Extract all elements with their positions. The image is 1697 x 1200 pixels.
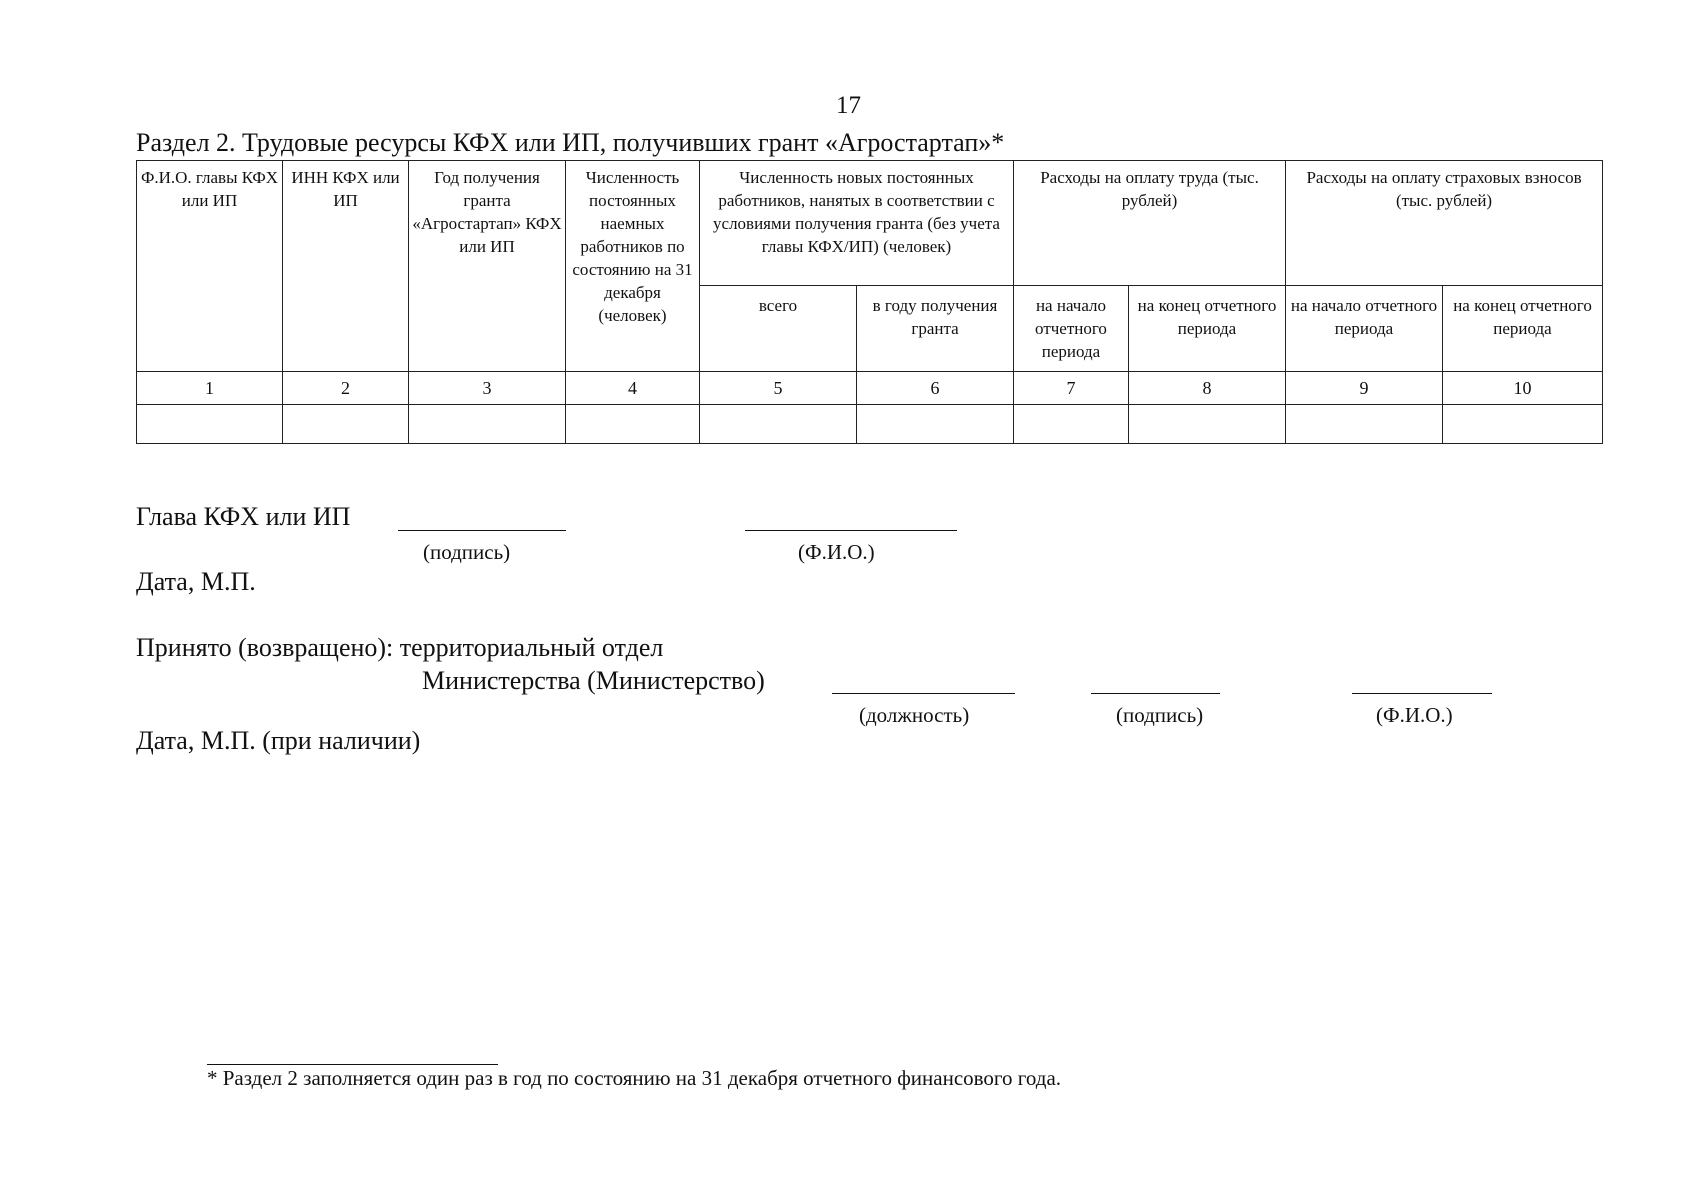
page-number: 17: [836, 92, 861, 119]
acceptance-name-caption: (Ф.И.О.): [1376, 703, 1453, 727]
section-title: Раздел 2. Трудовые ресурсы КФХ или ИП, получивших грант «Агростартап»*: [136, 128, 1005, 157]
entry-cell[interactable]: [137, 405, 283, 444]
entry-cell[interactable]: [409, 405, 566, 444]
acceptance-signature-caption: (подпись): [1116, 703, 1204, 727]
column-number: 1: [137, 372, 283, 405]
column-number: 4: [566, 372, 700, 405]
entry-cell[interactable]: [700, 405, 857, 444]
signature-caption: (подпись): [423, 540, 511, 564]
column-number: 6: [857, 372, 1014, 405]
entry-cell[interactable]: [566, 405, 700, 444]
entry-cell[interactable]: [283, 405, 409, 444]
header-labor-end: на конец отчетного периода: [1129, 286, 1286, 372]
header-labor-start: на начало отчетного периода: [1014, 286, 1129, 372]
header-row-top: [137, 161, 1603, 286]
acceptance-line1: Принято (возвращено): территориальный отдел: [136, 633, 664, 662]
position-line[interactable]: [832, 693, 1015, 694]
entry-cell[interactable]: [1014, 405, 1129, 444]
header-insurance-group: Расходы на оплату страховых взносов (тыс. рублей): [1286, 161, 1603, 286]
name-line[interactable]: [745, 530, 957, 531]
header-labor-costs-group: Расходы на оплату труда (тыс. рублей): [1014, 161, 1286, 286]
labor-resources-table: [136, 160, 1603, 444]
acceptance-line2: Министерства (Министерство): [422, 666, 765, 695]
entry-cell[interactable]: [1286, 405, 1443, 444]
position-caption: (должность): [859, 703, 970, 727]
column-number: 5: [700, 372, 857, 405]
column-number-row: [137, 372, 1603, 405]
header-insurance-start: на начало отчетного периода: [1286, 286, 1443, 372]
column-number: 8: [1129, 372, 1286, 405]
data-entry-row: [137, 405, 1603, 444]
header-full-name: Ф.И.О. главы КФХ или ИП: [137, 161, 283, 372]
header-inn: ИНН КФХ или ИП: [283, 161, 409, 372]
header-total: всего: [700, 286, 857, 372]
head-label: Глава КФХ или ИП: [136, 502, 351, 531]
acceptance-name-line[interactable]: [1352, 693, 1492, 694]
header-in-grant-year: в году получения гранта: [857, 286, 1014, 372]
acceptance-signature-line[interactable]: [1091, 693, 1220, 694]
column-number: 10: [1443, 372, 1603, 405]
header-grant-year: Год получения гранта «Агростартап» КФХ или ИП: [409, 161, 566, 372]
header-new-workers-group: Численность новых постоянных работников, нанятых в соответствии с условиями получения гранта (без учета главы КФХ/ИП) (человек): [700, 161, 1014, 286]
header-permanent-workers: Численность постоянных наемных работников по состоянию на 31 декабря (человек): [566, 161, 700, 372]
column-number: 2: [283, 372, 409, 405]
column-number: 7: [1014, 372, 1129, 405]
column-number: 3: [409, 372, 566, 405]
entry-cell[interactable]: [857, 405, 1014, 444]
date-label: Дата, М.П.: [136, 567, 256, 596]
footnote-separator: [207, 1064, 498, 1065]
acceptance-date-label: Дата, М.П. (при наличии): [136, 726, 421, 755]
signature-line[interactable]: [398, 530, 566, 531]
name-caption: (Ф.И.О.): [798, 540, 875, 564]
header-insurance-end: на конец отчетного периода: [1443, 286, 1603, 372]
entry-cell[interactable]: [1443, 405, 1603, 444]
column-number: 9: [1286, 372, 1443, 405]
entry-cell[interactable]: [1129, 405, 1286, 444]
footnote: * Раздел 2 заполняется один раз в год по состоянию на 31 декабря отчетного финансового года.: [207, 1066, 1062, 1090]
